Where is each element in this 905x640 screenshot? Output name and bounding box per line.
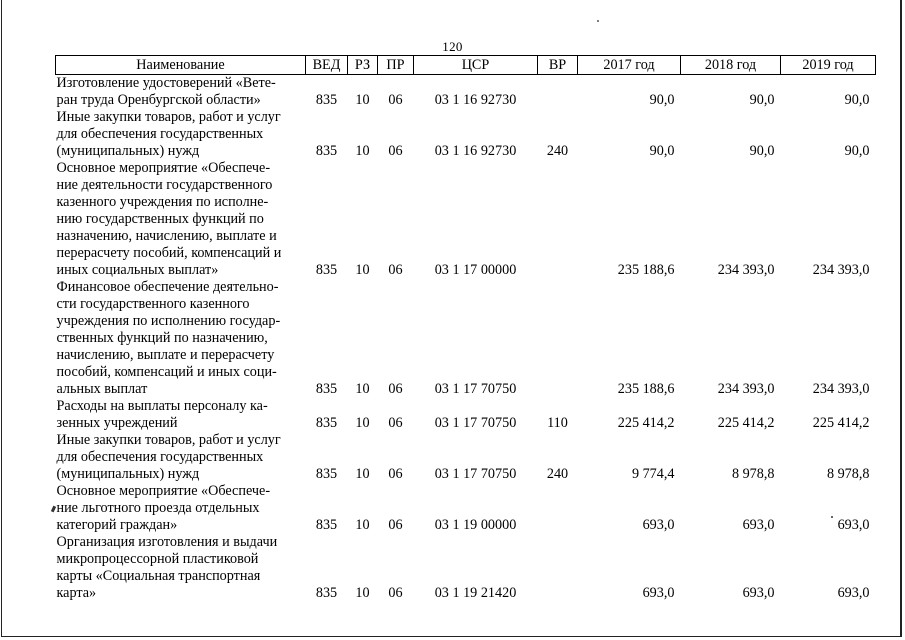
row-name-line: зенных учреждений: [56, 415, 178, 431]
ved-code: 835: [315, 262, 338, 278]
ved-code: 835: [315, 92, 338, 108]
table-row: [56, 398, 876, 432]
scan-speck: [597, 20, 599, 22]
vr-code: [538, 534, 578, 602]
vr-code: 110: [547, 415, 568, 431]
amount-2017: 90,0: [649, 143, 675, 159]
ved-code: 835: [315, 517, 338, 533]
row-name-line: Иные закупки товаров, работ и услуг: [56, 432, 281, 448]
ved-code: 835: [315, 415, 338, 431]
table-row: [56, 160, 876, 279]
row-name-line: Организация изготовления и выдачи: [56, 534, 278, 550]
row-name-line: ственных функций по назначению,: [56, 330, 268, 346]
pr-code: 06: [388, 517, 403, 533]
row-name: [56, 75, 306, 110]
rz-code: 10: [355, 92, 370, 108]
row-name: [56, 432, 306, 483]
csr-code: 03 1 16 92730: [434, 143, 517, 159]
vr-code: 240: [546, 466, 569, 482]
amount-2019: 234 393,0: [812, 262, 870, 278]
row-name: [56, 398, 306, 432]
csr-code: 03 1 17 70750: [434, 415, 517, 431]
row-name-line: карты «Социальная транспортная: [56, 568, 261, 584]
pr-code: 06: [388, 381, 403, 397]
amount-2019: 693,0: [837, 517, 870, 533]
header-2018: 2018 год: [681, 56, 781, 75]
row-name-line: учреждения по исполнению государ-: [56, 313, 281, 329]
amount-2019: 225 414,2: [812, 415, 870, 431]
row-name: [56, 483, 306, 534]
header-pr: ПР: [378, 56, 414, 75]
amount-2017: 90,0: [649, 92, 675, 108]
rz-code: 10: [355, 415, 370, 431]
row-name-line: ние деятельности государственного: [56, 177, 273, 193]
rz-code: 10: [355, 381, 370, 397]
pr-code: 06: [388, 92, 403, 108]
header-vr: ВР: [538, 56, 578, 75]
row-name-line: начислению, выплате и перерасчету: [56, 347, 275, 363]
pr-code: 06: [388, 466, 403, 482]
pr-code: 06: [388, 585, 403, 601]
amount-2017: 235 188,6: [617, 262, 675, 278]
row-name-line: ран труда Оренбургской области»: [56, 92, 261, 108]
amount-2018: 8 978,8: [731, 466, 775, 482]
row-name-line: Расходы на выплаты персоналу ка-: [56, 398, 268, 414]
csr-code: 03 1 19 21420: [434, 585, 517, 601]
amount-2019: 234 393,0: [812, 381, 870, 397]
row-name-line: альных выплат: [56, 381, 148, 397]
row-name-line: для обеспечения государственных: [56, 449, 264, 465]
amount-2018: 693,0: [742, 517, 775, 533]
row-name-line: микропроцессорной пластиковой: [56, 551, 259, 567]
table-header: [56, 56, 876, 75]
vr-code: [538, 160, 578, 279]
row-name-line: Основное мероприятие «Обеспече-: [56, 483, 271, 499]
row-name: [56, 279, 306, 398]
row-name-line: иных социальных выплат»: [56, 262, 219, 278]
header-rz: РЗ: [348, 56, 378, 75]
csr-code: 03 1 17 00000: [434, 262, 517, 278]
row-name-line: нию государственных функций по: [56, 211, 264, 227]
header-ved: ВЕД: [306, 56, 348, 75]
budget-table: [55, 55, 876, 602]
amount-2017: 693,0: [642, 585, 675, 601]
amount-2017: 9 774,4: [631, 466, 675, 482]
table-row: [56, 109, 876, 160]
vr-code: [538, 483, 578, 534]
row-name-line: сти государственного казенного: [56, 296, 250, 312]
amount-2018: 90,0: [749, 92, 775, 108]
pr-code: 06: [388, 262, 403, 278]
row-name-line: для обеспечения государственных: [56, 126, 264, 142]
rz-code: 10: [355, 143, 370, 159]
page-number: 120: [442, 39, 463, 54]
row-name-line: назначению, начислению, выплате и: [56, 228, 277, 244]
row-name-line: категорий граждан»: [56, 517, 178, 533]
header-csr: ЦСР: [414, 56, 538, 75]
table-body: [56, 75, 876, 603]
header-name: Наименование: [56, 56, 306, 75]
amount-2019: 90,0: [844, 143, 870, 159]
amount-2017: 225 414,2: [617, 415, 675, 431]
csr-code: 03 1 17 70750: [434, 466, 517, 482]
row-name: [56, 109, 306, 160]
table-row: [56, 432, 876, 483]
row-name-line: Иные закупки товаров, работ и услуг: [56, 109, 281, 125]
row-name-line: Финансовое обеспечение деятельно-: [56, 279, 279, 295]
csr-code: 03 1 16 92730: [434, 92, 517, 108]
vr-code: [538, 75, 578, 110]
row-name: [56, 160, 306, 279]
amount-2019: 8 978,8: [826, 466, 870, 482]
ved-code: 835: [315, 585, 338, 601]
vr-code: 240: [546, 143, 569, 159]
amount-2018: 693,0: [742, 585, 775, 601]
rz-code: 10: [355, 517, 370, 533]
amount-2018: 234 393,0: [717, 381, 775, 397]
table-row: [56, 534, 876, 602]
rz-code: 10: [355, 466, 370, 482]
csr-code: 03 1 19 00000: [434, 517, 517, 533]
rz-code: 10: [355, 585, 370, 601]
table-row: [56, 279, 876, 398]
pr-code: 06: [388, 415, 403, 431]
row-name-line: Изготовление удостоверений «Вете-: [56, 75, 276, 91]
pr-code: 06: [388, 143, 403, 159]
row-name-line: (муниципальных) нужд: [56, 466, 200, 482]
row-name-line: пособий, компенсаций и иных соци-: [56, 364, 277, 380]
amount-2017: 235 188,6: [617, 381, 675, 397]
vr-code: [538, 279, 578, 398]
row-name: [56, 534, 306, 602]
table-row: [56, 75, 876, 110]
row-name-line: Основное мероприятие «Обеспече-: [56, 160, 271, 176]
header-2017: 2017 год: [578, 56, 681, 75]
row-name-line: карта»: [56, 585, 97, 601]
amount-2018: 234 393,0: [717, 262, 775, 278]
amount-2018: 90,0: [749, 143, 775, 159]
row-name-line: казенного учреждения по исполне-: [56, 194, 269, 210]
ved-code: 835: [315, 381, 338, 397]
amount-2019: 693,0: [837, 585, 870, 601]
amount-2017: 693,0: [642, 517, 675, 533]
ved-code: 835: [315, 143, 338, 159]
row-name-line: перерасчету пособий, компенсаций и: [56, 245, 282, 261]
header-2019: 2019 год: [781, 56, 876, 75]
table-row: [56, 483, 876, 534]
row-name-line: (муниципальных) нужд: [56, 143, 200, 159]
amount-2019: 90,0: [844, 92, 870, 108]
ved-code: 835: [315, 466, 338, 482]
csr-code: 03 1 17 70750: [434, 381, 517, 397]
row-name-line: ние льготного проезда отдельных: [56, 500, 260, 516]
amount-2018: 225 414,2: [717, 415, 775, 431]
rz-code: 10: [355, 262, 370, 278]
